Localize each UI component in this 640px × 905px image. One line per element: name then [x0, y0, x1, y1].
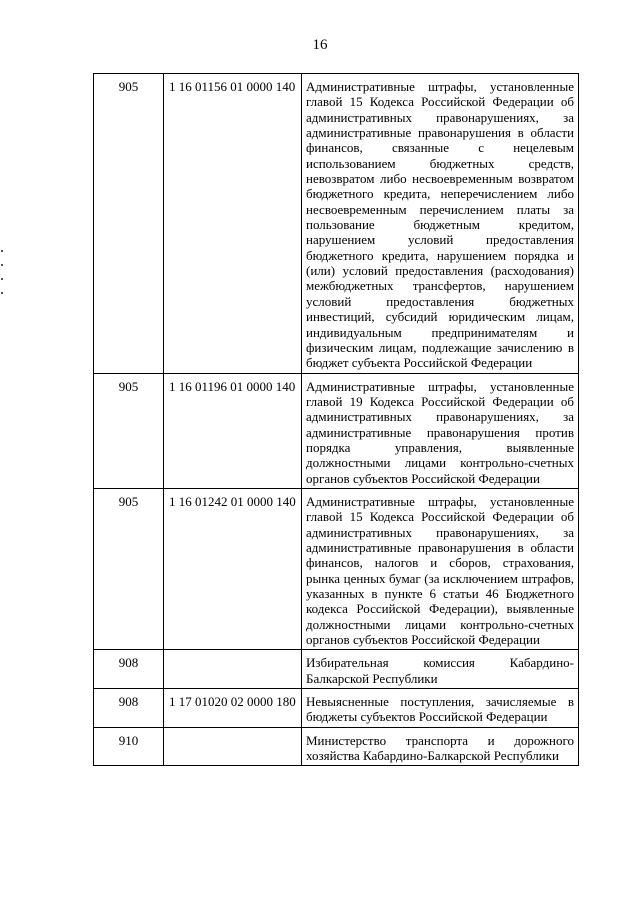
admin-code-cell: 905: [94, 373, 164, 488]
budget-classification-code-cell: [164, 650, 302, 689]
budget-classification-code-cell: 1 16 01242 01 0000 140: [164, 488, 302, 649]
table-row: [94, 727, 579, 766]
table-row: [94, 488, 579, 649]
page-number: 16: [312, 37, 328, 53]
revenue-name-cell: Административные штрафы, установленные главой 15 Кодекса Российской Федерации об административных правонарушениях, за административные правонарушения в области финансов, связанные с нецелевым использованием бюджетных средств, невозвратом либо несвоевременным возвратом бюджетного кредита, неперечислением либо несвоевременным перечислением платы за пользование бюджетным кредитом, нарушением условий предоставления бюджетного кредита, нарушением порядка и (или) условий предоставления (расходования) межбюджетных трансфертов, нарушением условий предоставления бюджетных инвестиций, субсидий юридическим лицам, индивидуальным предпринимателям и физическим лицам, подлежащие зачислению в бюджет субъекта Российской Федерации: [302, 74, 579, 374]
margin-marks: [0, 250, 3, 300]
budget-classification-code-cell: 1 16 01156 01 0000 140: [164, 74, 302, 374]
admin-code-cell: 905: [94, 74, 164, 374]
revenue-name-cell: Административные штрафы, установленные главой 19 Кодекса Российской Федерации об административных правонарушениях, за административные правонарушения против порядка управления, выявленные должностными лицами контрольно-счетных органов субъектов Российской Федерации: [302, 373, 579, 488]
budget-classification-code-cell: 1 16 01196 01 0000 140: [164, 373, 302, 488]
table-row: [94, 74, 579, 374]
budget-classification-code-cell: 1 17 01020 02 0000 180: [164, 689, 302, 728]
admin-code-cell: 910: [94, 727, 164, 766]
budget-classification-code-cell: [164, 727, 302, 766]
revenue-name-cell: Административные штрафы, установленные главой 15 Кодекса Российской Федерации об административных правонарушениях, за административные правонарушения в области финансов, налогов и сборов, страхования, рынка ценных бумаг (за исключением штрафов, указанных в пункте 6 статьи 46 Бюджетного кодекса Российской Федерации), выявленные должностными лицами контрольно-счетных органов субъектов Российской Федерации: [302, 488, 579, 649]
table-row: [94, 373, 579, 488]
revenue-name-cell: Министерство транспорта и дорожного хозяйства Кабардино-Балкарской Республики: [302, 727, 579, 766]
table-row: [94, 650, 579, 689]
table-row: [94, 689, 579, 728]
budget-code-table: [93, 73, 579, 766]
admin-code-cell: 908: [94, 650, 164, 689]
revenue-name-cell: Избирательная комиссия Кабардино-Балкарской Республики: [302, 650, 579, 689]
revenue-name-cell: Невыясненные поступления, зачисляемые в бюджеты субъектов Российской Федерации: [302, 689, 579, 728]
admin-code-cell: 908: [94, 689, 164, 728]
admin-code-cell: 905: [94, 488, 164, 649]
